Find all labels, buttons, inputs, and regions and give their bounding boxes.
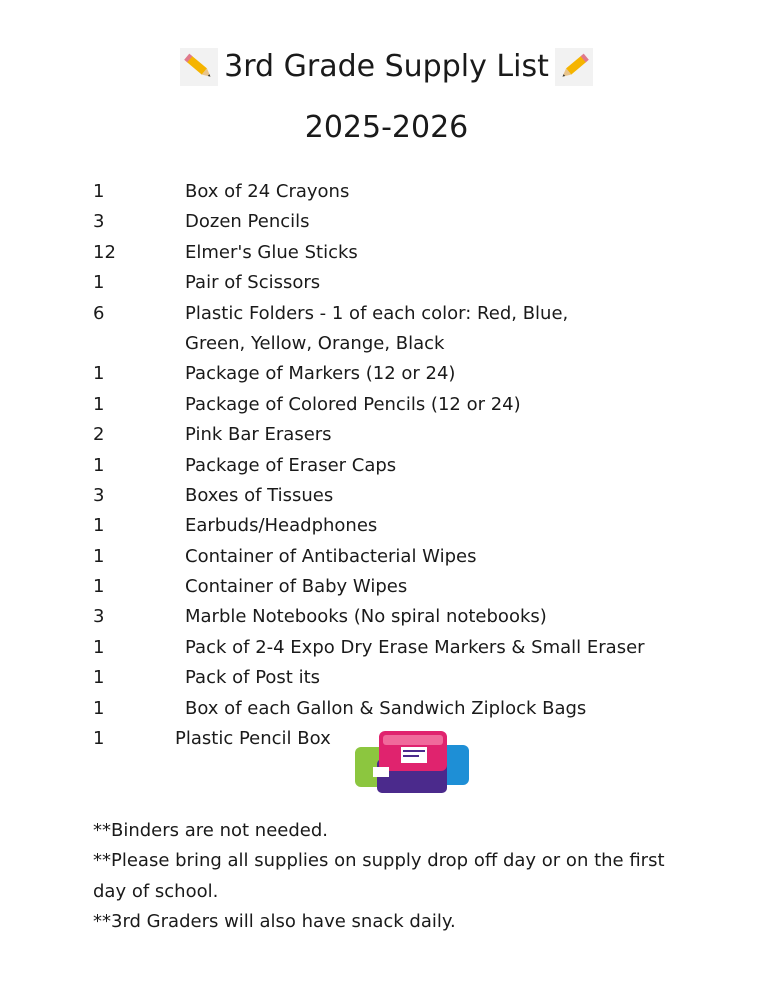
item-quantity: 1 xyxy=(93,181,105,202)
item-name: Pack of Post its xyxy=(185,667,321,689)
item-quantity: 6 xyxy=(93,302,105,324)
notes-section xyxy=(93,816,733,938)
item-name: Box of 24 Crayons xyxy=(185,181,350,202)
list-item xyxy=(0,390,773,420)
note-line: day of school. xyxy=(93,880,219,902)
item-name: Pack of 2-4 Expo Dry Erase Markers & Small Eraser xyxy=(185,636,645,658)
item-quantity: 1 xyxy=(93,272,105,294)
item-name: Plastic Pencil Box xyxy=(175,728,331,750)
item-quantity: 1 xyxy=(93,363,105,385)
item-name: Dozen Pencils xyxy=(185,211,310,233)
list-item xyxy=(0,602,773,632)
list-item xyxy=(0,238,773,268)
pencil-box-image xyxy=(355,729,469,793)
note-line: **3rd Graders will also have snack daily. xyxy=(93,911,456,933)
list-item xyxy=(0,572,773,602)
item-name: Package of Colored Pencils (12 or 24) xyxy=(185,393,521,415)
note-line: **Please bring all supplies on supply drop off day or on the first xyxy=(93,850,665,872)
item-quantity: 1 xyxy=(93,728,105,750)
list-item xyxy=(0,420,773,450)
item-quantity: 3 xyxy=(93,606,105,628)
list-item xyxy=(0,481,773,511)
item-name: Elmer's Glue Sticks xyxy=(185,241,358,263)
list-item xyxy=(0,451,773,481)
item-name: Marble Notebooks (No spiral notebooks) xyxy=(185,606,547,628)
item-quantity: 12 xyxy=(93,241,116,263)
item-name: Package of Eraser Caps xyxy=(185,454,397,476)
item-name: Boxes of Tissues xyxy=(185,484,334,506)
item-quantity: 3 xyxy=(93,211,105,233)
item-quantity: 1 xyxy=(93,576,105,598)
item-quantity: 1 xyxy=(93,515,105,537)
list-item xyxy=(0,299,773,329)
list-item xyxy=(0,633,773,663)
list-item xyxy=(0,511,773,541)
list-item xyxy=(0,663,773,693)
pencil-icon xyxy=(180,48,218,86)
item-quantity: 1 xyxy=(93,454,105,476)
list-item xyxy=(0,359,773,389)
item-quantity: 1 xyxy=(93,545,105,567)
pencil-icon xyxy=(555,48,593,86)
item-name: Pink Bar Erasers xyxy=(185,424,332,446)
page-title: 3rd Grade Supply List xyxy=(224,49,549,84)
list-item xyxy=(0,542,773,572)
title-row xyxy=(0,48,773,86)
list-item xyxy=(0,207,773,237)
item-name: Plastic Folders - 1 of each color: Red, Blue, xyxy=(185,302,569,324)
item-name: Pair of Scissors xyxy=(185,272,321,294)
item-name: Green, Yellow, Orange, Black xyxy=(185,332,445,354)
school-year: 2025-2026 xyxy=(304,110,469,145)
item-name: Box of each Gallon & Sandwich Ziplock Bags xyxy=(185,697,587,719)
item-quantity: 2 xyxy=(93,424,105,446)
item-quantity: 1 xyxy=(93,393,105,415)
item-quantity: 1 xyxy=(93,636,105,658)
item-name: Earbuds/Headphones xyxy=(185,515,378,537)
item-name: Container of Baby Wipes xyxy=(185,576,408,598)
list-item xyxy=(0,177,773,207)
item-name: Package of Markers (12 or 24) xyxy=(185,363,456,385)
item-name: Container of Antibacterial Wipes xyxy=(185,545,477,567)
list-item xyxy=(0,694,773,724)
item-quantity: 1 xyxy=(93,667,105,689)
item-quantity: 3 xyxy=(93,484,105,506)
list-item xyxy=(0,329,773,359)
supply-list xyxy=(0,177,773,754)
list-item xyxy=(0,268,773,298)
note-line: **Binders are not needed. xyxy=(93,820,328,841)
item-quantity: 1 xyxy=(93,697,105,719)
